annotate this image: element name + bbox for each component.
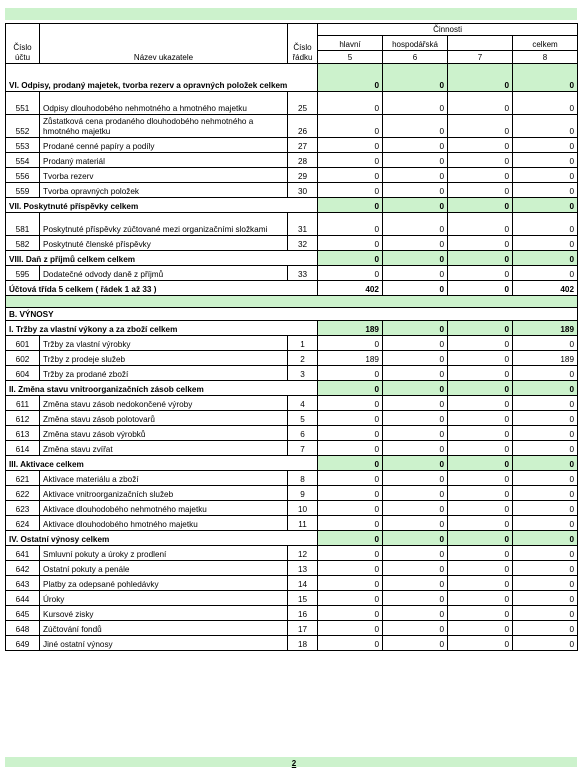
section-title: I. Tržby za vlastní výkony a za zboží celkem (6, 321, 318, 336)
section-value: 0 (448, 64, 513, 92)
table-row (6, 411, 578, 426)
account-number: 643 (6, 576, 40, 591)
value-cell: 0 (383, 516, 448, 531)
item-name: Změna stavu zásob polotovarů (40, 411, 288, 426)
table-row (6, 426, 578, 441)
value-cell: 0 (448, 606, 513, 621)
item-name: Změna stavu zásob výrobků (40, 426, 288, 441)
line-number: 11 (288, 516, 318, 531)
line-number: 31 (288, 213, 318, 236)
table-row (6, 471, 578, 486)
item-name: Tržby za vlastní výrobky (40, 336, 288, 351)
table-row (6, 183, 578, 198)
value-cell: 0 (383, 621, 448, 636)
section-value: 0 (513, 381, 578, 396)
section-title: VIII. Daň z příjmů celkem celkem (6, 251, 318, 266)
value-cell: 0 (513, 411, 578, 426)
table-row (6, 441, 578, 456)
account-number: 649 (6, 636, 40, 651)
item-name: Tvorba rezerv (40, 168, 288, 183)
value-cell: 0 (448, 471, 513, 486)
account-number: 553 (6, 138, 40, 153)
section-row (6, 251, 578, 266)
section-value: 0 (448, 321, 513, 336)
header-num-8: 8 (513, 51, 578, 64)
line-number: 9 (288, 486, 318, 501)
value-cell: 0 (383, 501, 448, 516)
item-name: Kursové zisky (40, 606, 288, 621)
value-cell: 0 (513, 546, 578, 561)
spacer-band (6, 296, 578, 308)
value-cell: 0 (383, 266, 448, 281)
value-cell: 0 (318, 621, 383, 636)
section-title: VI. Odpisy, prodaný majetek, tvorba rezerv a opravných položek celkem (6, 64, 318, 92)
item-name: Jiné ostatní výnosy (40, 636, 288, 651)
header-sub-empty (448, 36, 513, 51)
value-cell: 0 (513, 486, 578, 501)
account-number: 623 (6, 501, 40, 516)
value-cell: 0 (448, 576, 513, 591)
value-cell: 0 (513, 138, 578, 153)
value-cell: 0 (318, 168, 383, 183)
item-name: Úroky (40, 591, 288, 606)
section-value: 0 (383, 381, 448, 396)
value-cell: 0 (448, 591, 513, 606)
item-name: Změna stavu zvířat (40, 441, 288, 456)
line-number: 30 (288, 183, 318, 198)
value-cell: 0 (448, 441, 513, 456)
table-row (6, 236, 578, 251)
section-value: 0 (513, 198, 578, 213)
table-row (6, 396, 578, 411)
value-cell: 0 (448, 266, 513, 281)
value-cell: 0 (318, 266, 383, 281)
account-number: 622 (6, 486, 40, 501)
section-value: 0 (318, 251, 383, 266)
line-number: 16 (288, 606, 318, 621)
item-name: Prodaný materiál (40, 153, 288, 168)
table-row (6, 168, 578, 183)
item-name: Ostatní pokuty a penále (40, 561, 288, 576)
table-row (6, 213, 578, 236)
value-cell: 0 (513, 236, 578, 251)
account-number: 614 (6, 441, 40, 456)
table-row (6, 501, 578, 516)
account-number: 551 (6, 92, 40, 115)
line-number: 29 (288, 168, 318, 183)
section-title: III. Aktivace celkem (6, 456, 318, 471)
table-row (6, 576, 578, 591)
value-cell: 0 (448, 92, 513, 115)
value-cell: 0 (383, 138, 448, 153)
value-cell: 0 (448, 546, 513, 561)
value-cell: 0 (448, 168, 513, 183)
table-row (6, 153, 578, 168)
section-title: II. Změna stavu vnitroorganizačních zásob celkem (6, 381, 318, 396)
line-number: 18 (288, 636, 318, 651)
section-value: 0 (383, 456, 448, 471)
value-cell: 0 (448, 351, 513, 366)
section-value: 0 (448, 456, 513, 471)
header-num-7: 7 (448, 51, 513, 64)
table-row (6, 636, 578, 651)
value-cell: 0 (318, 236, 383, 251)
value-cell: 0 (318, 636, 383, 651)
section-title: VII. Poskytnuté příspěvky celkem (6, 198, 318, 213)
section-value: 0 (318, 198, 383, 213)
value-cell: 0 (513, 576, 578, 591)
value-cell: 0 (448, 516, 513, 531)
table-row (6, 336, 578, 351)
line-number: 12 (288, 546, 318, 561)
value-cell: 0 (513, 168, 578, 183)
part-title: B. VÝNOSY (6, 308, 578, 321)
value-cell: 0 (383, 546, 448, 561)
value-cell: 0 (513, 441, 578, 456)
value-cell: 0 (513, 516, 578, 531)
part-title-row (6, 308, 578, 321)
value-cell: 0 (318, 153, 383, 168)
value-cell: 0 (448, 153, 513, 168)
section-value: 0 (513, 456, 578, 471)
header-line: Číslo řádku (288, 24, 318, 64)
section-value: 0 (383, 198, 448, 213)
table-row (6, 366, 578, 381)
item-name: Aktivace vnitroorganizačních služeb (40, 486, 288, 501)
value-cell: 0 (448, 486, 513, 501)
line-number: 25 (288, 92, 318, 115)
line-number: 5 (288, 411, 318, 426)
line-number: 2 (288, 351, 318, 366)
section-value: 0 (513, 251, 578, 266)
table-row (6, 92, 578, 115)
value-cell: 0 (513, 115, 578, 138)
value-cell: 0 (383, 115, 448, 138)
total-row (6, 281, 578, 296)
value-cell: 0 (513, 426, 578, 441)
section-value: 0 (318, 381, 383, 396)
value-cell: 0 (318, 396, 383, 411)
line-number: 33 (288, 266, 318, 281)
value-cell: 0 (448, 501, 513, 516)
value-cell: 189 (318, 351, 383, 366)
section-row (6, 531, 578, 546)
value-cell: 0 (513, 336, 578, 351)
line-number: 28 (288, 153, 318, 168)
table-row (6, 351, 578, 366)
value-cell: 0 (318, 366, 383, 381)
value-cell: 0 (448, 561, 513, 576)
total-label: Účtová třída 5 celkem ( řádek 1 až 33 ) (6, 281, 318, 296)
value-cell: 0 (513, 213, 578, 236)
section-row (6, 198, 578, 213)
line-number: 10 (288, 501, 318, 516)
value-cell: 0 (383, 153, 448, 168)
value-cell: 0 (383, 92, 448, 115)
value-cell: 0 (318, 138, 383, 153)
value-cell: 0 (318, 336, 383, 351)
value-cell: 0 (383, 213, 448, 236)
page-number: 2 (291, 759, 297, 768)
total-value: 402 (513, 281, 578, 296)
item-name: Tržby z prodeje služeb (40, 351, 288, 366)
value-cell: 0 (448, 426, 513, 441)
header-activities: Činnosti (318, 24, 578, 36)
value-cell: 189 (513, 351, 578, 366)
account-number: 611 (6, 396, 40, 411)
value-cell: 0 (318, 441, 383, 456)
account-number: 613 (6, 426, 40, 441)
value-cell: 0 (383, 471, 448, 486)
section-value: 0 (448, 381, 513, 396)
item-name: Platby za odepsané pohledávky (40, 576, 288, 591)
account-number: 582 (6, 236, 40, 251)
section-value: 0 (383, 321, 448, 336)
value-cell: 0 (513, 636, 578, 651)
value-cell: 0 (318, 486, 383, 501)
value-cell: 0 (383, 606, 448, 621)
section-value: 0 (383, 251, 448, 266)
value-cell: 0 (513, 183, 578, 198)
section-value: 0 (513, 64, 578, 92)
item-name: Smluvní pokuty a úroky z prodlení (40, 546, 288, 561)
value-cell: 0 (448, 183, 513, 198)
total-value: 0 (383, 281, 448, 296)
section-row (6, 321, 578, 336)
line-number: 13 (288, 561, 318, 576)
header-sub-total: celkem (513, 36, 578, 51)
item-name: Tvorba opravných položek (40, 183, 288, 198)
line-number: 7 (288, 441, 318, 456)
value-cell: 0 (383, 411, 448, 426)
value-cell: 0 (318, 516, 383, 531)
section-spacer (6, 296, 578, 308)
report-table (5, 23, 578, 651)
total-value: 402 (318, 281, 383, 296)
line-number: 4 (288, 396, 318, 411)
item-name: Dodatečné odvody daně z příjmů (40, 266, 288, 281)
account-number: 601 (6, 336, 40, 351)
value-cell: 0 (318, 213, 383, 236)
value-cell: 0 (448, 411, 513, 426)
section-value: 189 (318, 321, 383, 336)
total-value: 0 (448, 281, 513, 296)
section-value: 189 (513, 321, 578, 336)
top-band (5, 8, 577, 20)
section-value: 0 (513, 531, 578, 546)
account-number: 621 (6, 471, 40, 486)
account-number: 612 (6, 411, 40, 426)
value-cell: 0 (318, 411, 383, 426)
account-number: 581 (6, 213, 40, 236)
line-number: 1 (288, 336, 318, 351)
item-name: Aktivace dlouhodobého hmotného majetku (40, 516, 288, 531)
section-value: 0 (318, 531, 383, 546)
account-number: 644 (6, 591, 40, 606)
item-name: Poskytnuté příspěvky zúčtované mezi organizačními složkami (40, 213, 288, 236)
value-cell: 0 (318, 426, 383, 441)
value-cell: 0 (383, 561, 448, 576)
value-cell: 0 (383, 183, 448, 198)
value-cell: 0 (448, 621, 513, 636)
value-cell: 0 (383, 336, 448, 351)
value-cell: 0 (383, 168, 448, 183)
account-number: 559 (6, 183, 40, 198)
value-cell: 0 (513, 606, 578, 621)
item-name: Zúčtování fondů (40, 621, 288, 636)
value-cell: 0 (383, 351, 448, 366)
section-value: 0 (448, 251, 513, 266)
value-cell: 0 (383, 396, 448, 411)
value-cell: 0 (383, 426, 448, 441)
table-row (6, 516, 578, 531)
value-cell: 0 (513, 92, 578, 115)
value-cell: 0 (448, 366, 513, 381)
section-row (6, 381, 578, 396)
value-cell: 0 (318, 591, 383, 606)
value-cell: 0 (513, 366, 578, 381)
section-value: 0 (383, 64, 448, 92)
value-cell: 0 (318, 606, 383, 621)
section-title: IV. Ostatní výnosy celkem (6, 531, 318, 546)
account-number: 595 (6, 266, 40, 281)
item-name: Odpisy dlouhodobého nehmotného a hmotného majetku (40, 92, 288, 115)
line-number: 3 (288, 366, 318, 381)
account-number: 552 (6, 115, 40, 138)
value-cell: 0 (513, 471, 578, 486)
table-row (6, 546, 578, 561)
table-row (6, 561, 578, 576)
section-value: 0 (318, 456, 383, 471)
value-cell: 0 (513, 266, 578, 281)
header-num-6: 6 (383, 51, 448, 64)
value-cell: 0 (448, 138, 513, 153)
section-value: 0 (448, 198, 513, 213)
section-value: 0 (383, 531, 448, 546)
account-number: 648 (6, 621, 40, 636)
value-cell: 0 (383, 236, 448, 251)
account-number: 556 (6, 168, 40, 183)
table-row (6, 621, 578, 636)
value-cell: 0 (383, 486, 448, 501)
section-row (6, 64, 578, 92)
value-cell: 0 (513, 621, 578, 636)
table-row (6, 486, 578, 501)
value-cell: 0 (318, 561, 383, 576)
item-name: Zůstatková cena prodaného dlouhodobého nehmotného a hmotného majetku (40, 115, 288, 138)
line-number: 17 (288, 621, 318, 636)
value-cell: 0 (383, 576, 448, 591)
table-row (6, 138, 578, 153)
header-name: Název ukazatele (40, 24, 288, 64)
section-value: 0 (448, 531, 513, 546)
value-cell: 0 (318, 183, 383, 198)
item-name: Tržby za prodané zboží (40, 366, 288, 381)
section-row (6, 456, 578, 471)
account-number: 604 (6, 366, 40, 381)
item-name: Poskytnuté členské příspěvky (40, 236, 288, 251)
value-cell: 0 (448, 336, 513, 351)
value-cell: 0 (513, 561, 578, 576)
line-number: 6 (288, 426, 318, 441)
line-number: 32 (288, 236, 318, 251)
value-cell: 0 (513, 501, 578, 516)
header-sub-main: hlavní (318, 36, 383, 51)
line-number: 27 (288, 138, 318, 153)
value-cell: 0 (513, 591, 578, 606)
table-row (6, 591, 578, 606)
value-cell: 0 (318, 576, 383, 591)
value-cell: 0 (383, 636, 448, 651)
value-cell: 0 (513, 396, 578, 411)
account-number: 624 (6, 516, 40, 531)
value-cell: 0 (448, 115, 513, 138)
value-cell: 0 (448, 396, 513, 411)
item-name: Prodané cenné papíry a podíly (40, 138, 288, 153)
header-sub-economic: hospodářská (383, 36, 448, 51)
value-cell: 0 (318, 92, 383, 115)
value-cell: 0 (318, 546, 383, 561)
account-number: 645 (6, 606, 40, 621)
value-cell: 0 (318, 471, 383, 486)
table-row (6, 115, 578, 138)
value-cell: 0 (318, 115, 383, 138)
item-name: Aktivace materiálu a zboží (40, 471, 288, 486)
line-number: 8 (288, 471, 318, 486)
value-cell: 0 (383, 441, 448, 456)
header-num-5: 5 (318, 51, 383, 64)
item-name: Změna stavu zásob nedokončené výroby (40, 396, 288, 411)
value-cell: 0 (383, 366, 448, 381)
value-cell: 0 (448, 213, 513, 236)
account-number: 554 (6, 153, 40, 168)
account-number: 642 (6, 561, 40, 576)
item-name: Aktivace dlouhodobého nehmotného majetku (40, 501, 288, 516)
value-cell: 0 (448, 636, 513, 651)
value-cell: 0 (448, 236, 513, 251)
table-row (6, 606, 578, 621)
value-cell: 0 (318, 501, 383, 516)
line-number: 15 (288, 591, 318, 606)
header-account: Číslo účtu (6, 24, 40, 64)
section-value: 0 (318, 64, 383, 92)
account-number: 602 (6, 351, 40, 366)
line-number: 14 (288, 576, 318, 591)
table-row (6, 266, 578, 281)
value-cell: 0 (513, 153, 578, 168)
line-number: 26 (288, 115, 318, 138)
value-cell: 0 (383, 591, 448, 606)
account-number: 641 (6, 546, 40, 561)
